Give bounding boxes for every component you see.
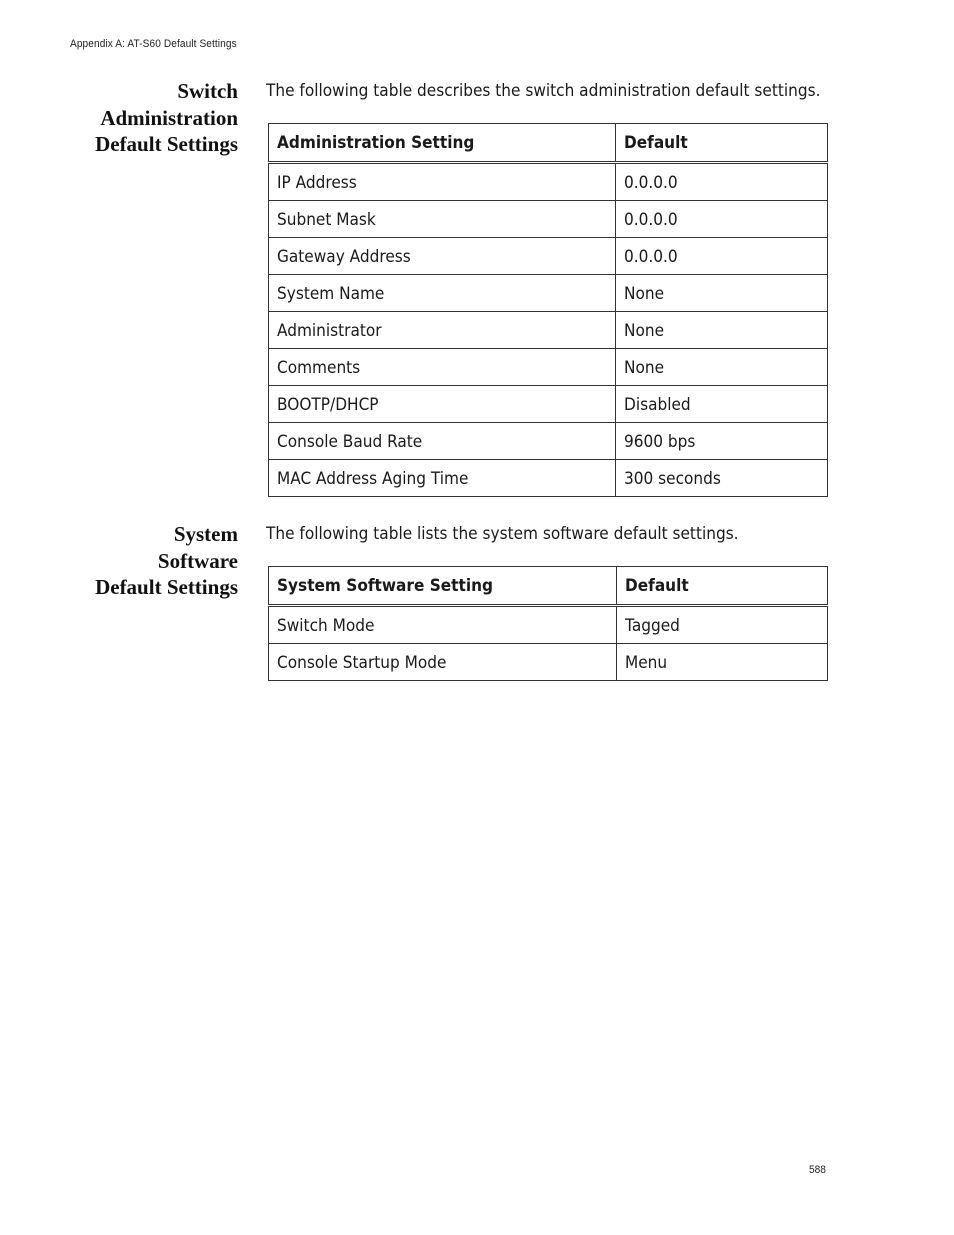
default-value-cell: None	[616, 349, 828, 386]
system-software-settings-table	[268, 566, 828, 681]
section-heading-line: Administration	[100, 105, 238, 130]
section-heading-line: System	[173, 522, 238, 546]
table-header-row	[269, 567, 828, 606]
column-header: Administration Setting	[269, 124, 616, 163]
default-value-cell: None	[616, 312, 828, 349]
setting-name-cell: Comments	[269, 349, 616, 386]
table-row	[269, 275, 828, 312]
default-value-cell: 0.0.0.0	[616, 238, 828, 275]
setting-name-cell: Console Startup Mode	[269, 644, 617, 681]
column-header: Default	[616, 124, 828, 163]
table-row	[269, 644, 828, 681]
table-row	[269, 349, 828, 386]
section-heading-switch-administration	[38, 78, 238, 158]
administration-settings-table	[268, 123, 828, 497]
table-row	[269, 386, 828, 423]
table-row	[269, 460, 828, 497]
default-value-cell: 0.0.0.0	[616, 163, 828, 201]
section-intro-text: The following table lists the system software default settings.	[266, 524, 739, 543]
section-heading-line: Default Settings	[95, 132, 238, 156]
setting-name-cell: System Name	[269, 275, 616, 312]
table-row	[269, 238, 828, 275]
table-row	[269, 201, 828, 238]
setting-name-cell: Subnet Mask	[269, 201, 616, 238]
running-header: Appendix A: AT-S60 Default Settings	[70, 38, 237, 50]
section-heading-line: Software	[157, 548, 238, 573]
table-header-row	[269, 124, 828, 163]
setting-name-cell: Switch Mode	[269, 606, 617, 644]
setting-name-cell: MAC Address Aging Time	[269, 460, 616, 497]
section-heading-line: Default Settings	[95, 575, 238, 599]
default-value-cell: Tagged	[616, 606, 827, 644]
default-value-cell: 0.0.0.0	[616, 201, 828, 238]
table-row	[269, 163, 828, 201]
table-row	[269, 312, 828, 349]
table-row	[269, 606, 828, 644]
column-header: Default	[616, 567, 827, 606]
default-value-cell: 9600 bps	[616, 423, 828, 460]
default-value-cell: None	[616, 275, 828, 312]
setting-name-cell: Gateway Address	[269, 238, 616, 275]
default-value-cell: 300 seconds	[616, 460, 828, 497]
setting-name-cell: BOOTP/DHCP	[269, 386, 616, 423]
default-value-cell: Menu	[616, 644, 827, 681]
default-value-cell: Disabled	[616, 386, 828, 423]
section-heading-line: Switch	[177, 79, 238, 103]
setting-name-cell: IP Address	[269, 163, 616, 201]
section-intro-text: The following table describes the switch administration default settings.	[266, 81, 821, 100]
table-row	[269, 423, 828, 460]
column-header: System Software Setting	[269, 567, 617, 606]
section-heading-system-software	[38, 521, 238, 601]
setting-name-cell: Console Baud Rate	[269, 423, 616, 460]
setting-name-cell: Administrator	[269, 312, 616, 349]
page-number: 588	[809, 1164, 826, 1176]
